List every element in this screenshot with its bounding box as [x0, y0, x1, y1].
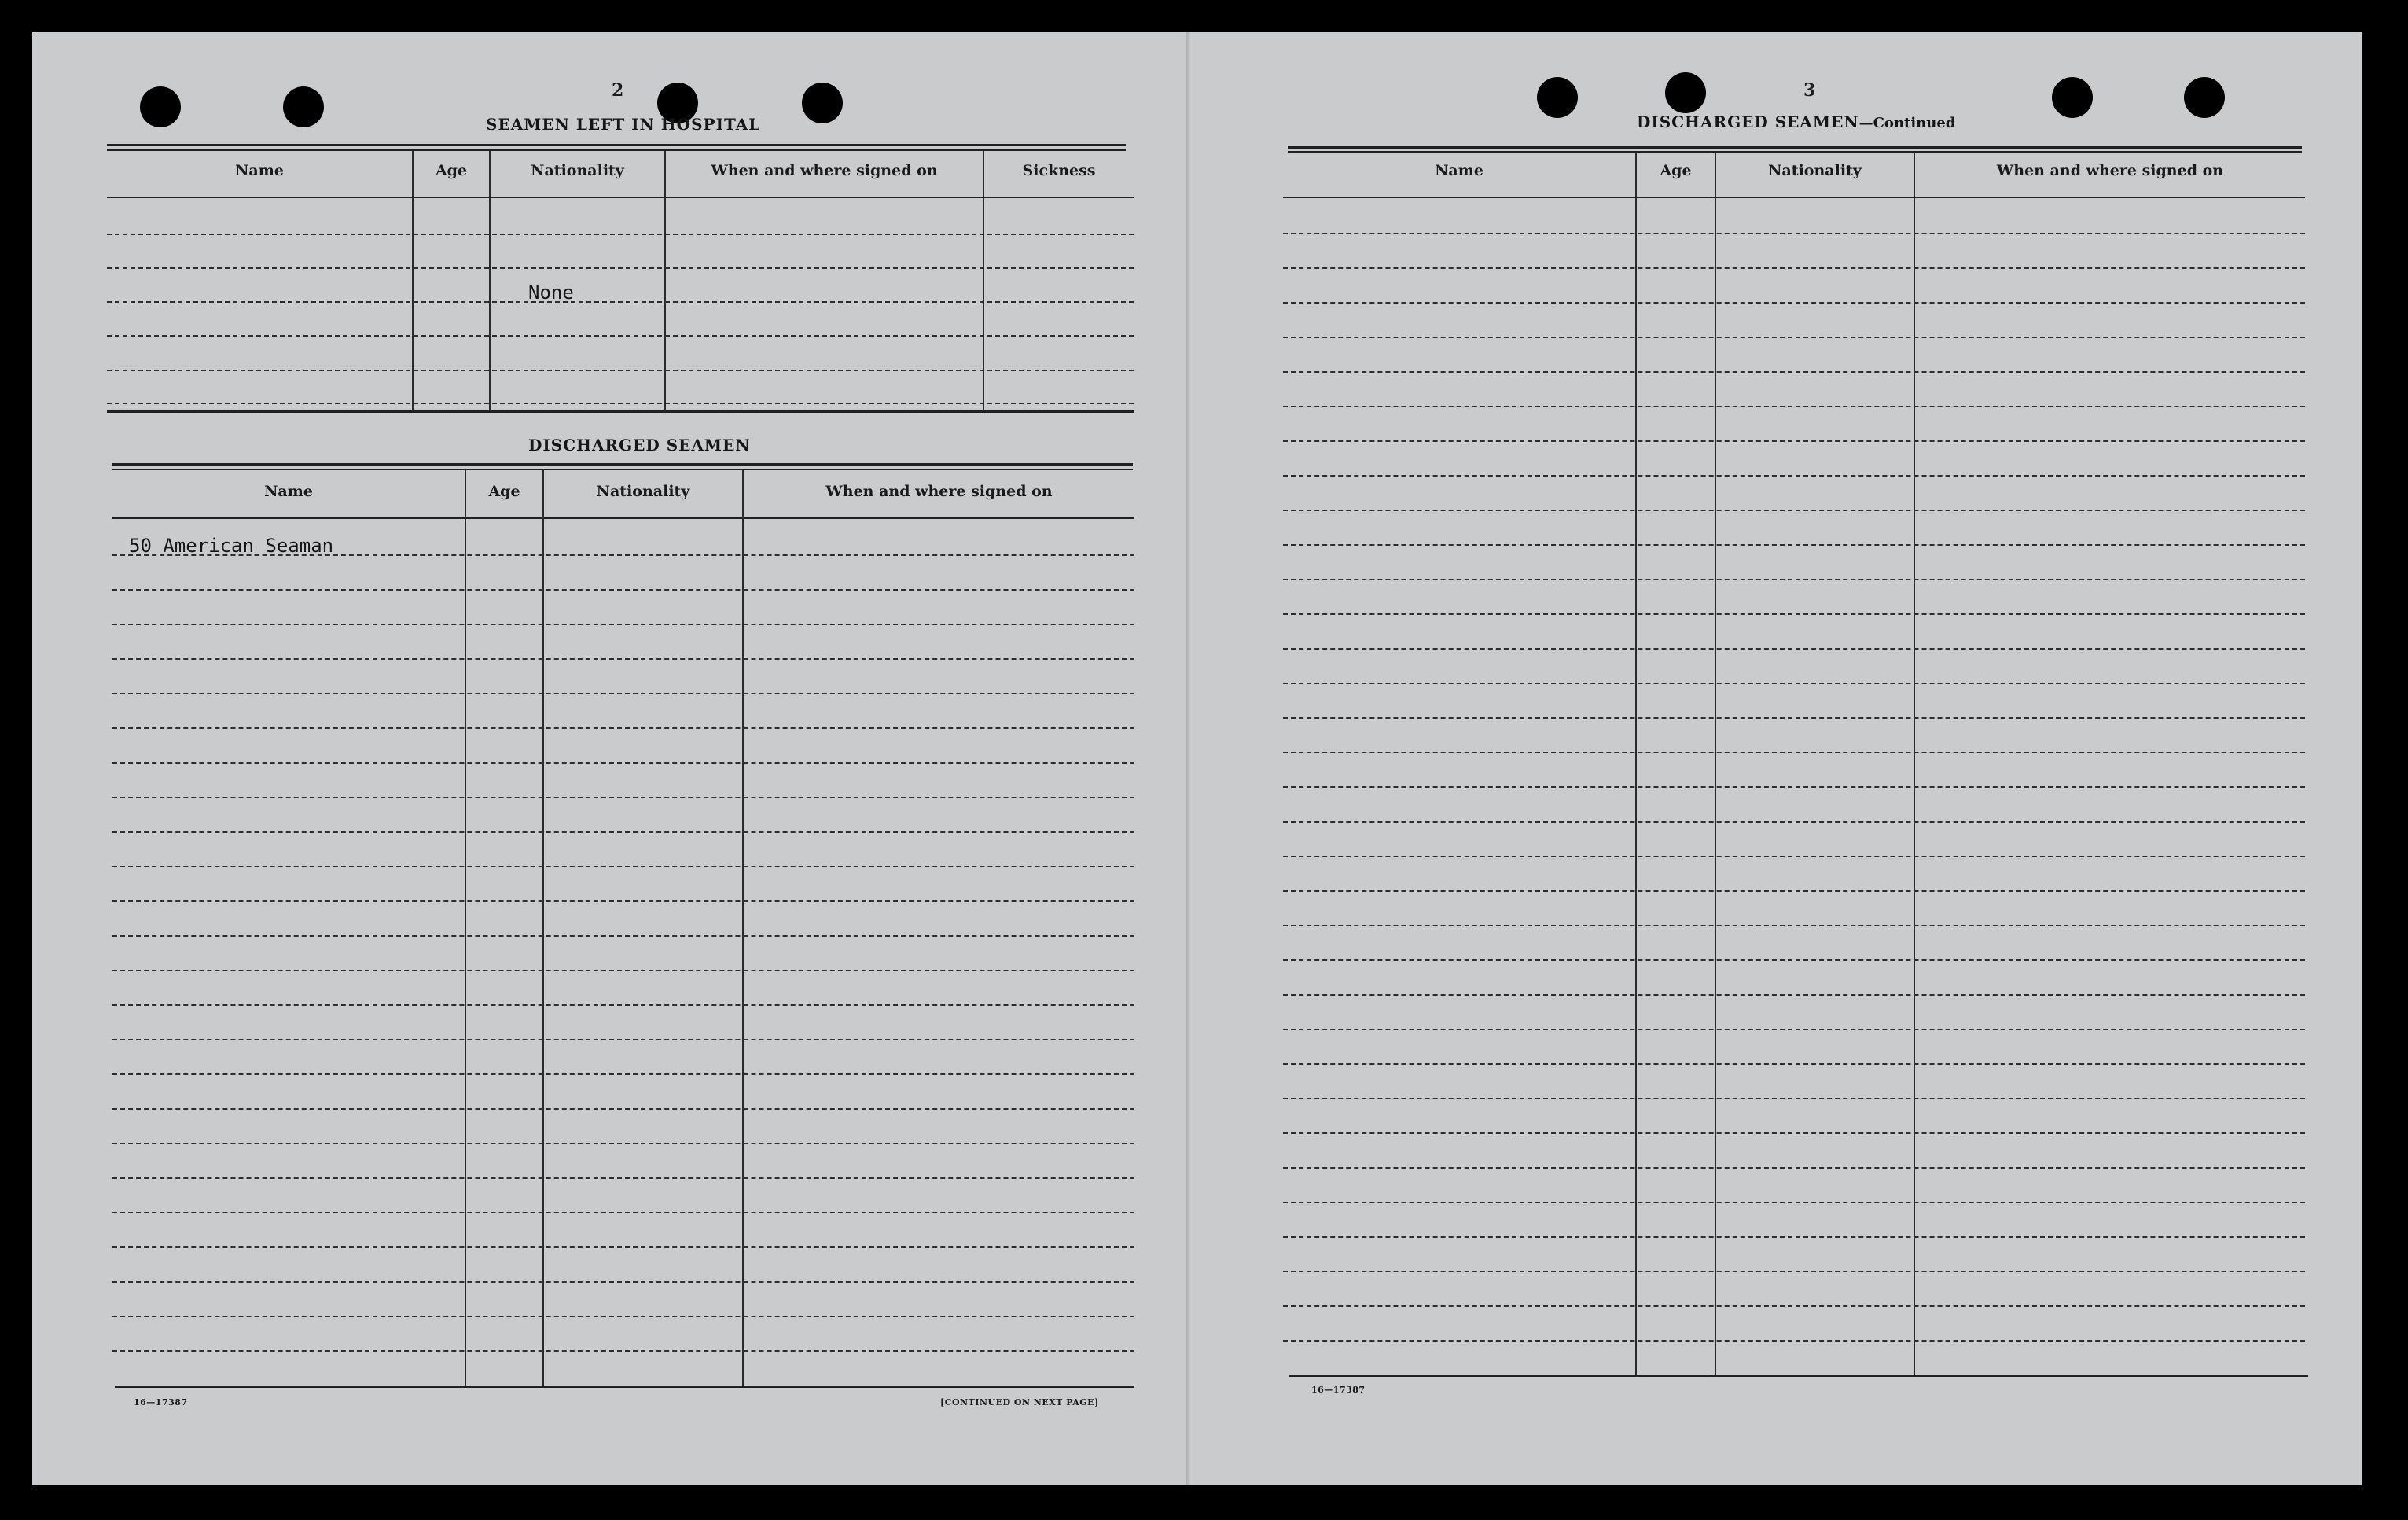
hospital-entry: None	[528, 282, 574, 304]
row-line	[1283, 440, 2305, 442]
column-header-age: Age	[488, 483, 520, 500]
row-line	[112, 693, 1134, 694]
row-line	[1283, 233, 2305, 234]
row-line	[112, 1246, 1134, 1248]
row-line	[1283, 579, 2305, 580]
row-line	[1283, 544, 2305, 546]
row-line	[112, 797, 1134, 798]
row-line	[112, 900, 1134, 902]
table-top-rule	[1288, 151, 2302, 153]
column-divider	[489, 151, 491, 410]
column-divider	[742, 470, 744, 1386]
row-line	[1283, 959, 2305, 961]
column-header-name: Name	[1435, 162, 1483, 179]
row-line	[112, 866, 1134, 867]
column-header-age: Age	[1660, 162, 1692, 179]
row-line	[112, 831, 1134, 833]
table-bottom-rule	[115, 1386, 1134, 1388]
discharged-continued-heading	[1637, 112, 1955, 131]
row-line	[112, 1073, 1134, 1075]
page-number: 3	[1803, 80, 1816, 101]
page-number: 2	[612, 80, 624, 101]
punch-hole	[140, 86, 181, 127]
row-line	[107, 267, 1134, 269]
row-line	[1283, 856, 2305, 857]
column-divider	[542, 470, 544, 1386]
column-header-signed-on: When and where signed on	[1996, 162, 2224, 179]
table-top-rule	[112, 469, 1133, 470]
row-line	[1283, 925, 2305, 926]
punch-hole	[1665, 72, 1706, 113]
row-line	[1283, 475, 2305, 477]
punch-hole	[1537, 77, 1578, 118]
row-line	[112, 1039, 1134, 1040]
punch-hole	[2052, 77, 2093, 118]
row-line	[112, 1143, 1134, 1144]
row-line	[1283, 786, 2305, 788]
column-header-nationality: Nationality	[531, 162, 624, 179]
header-rule	[1283, 197, 2305, 198]
column-header-signed-on: When and where signed on	[825, 483, 1053, 500]
row-line	[1283, 1029, 2305, 1030]
row-line	[1283, 1063, 2305, 1065]
table-bottom-rule	[1289, 1375, 2308, 1377]
row-line	[1283, 613, 2305, 615]
table-bottom-rule	[107, 410, 1134, 413]
row-line	[107, 370, 1134, 371]
column-header-age: Age	[435, 162, 468, 179]
row-line	[112, 1281, 1134, 1283]
row-line	[1283, 994, 2305, 996]
heading-text: DISCHARGED SEAMEN	[1637, 112, 1859, 131]
table-top-rule	[112, 463, 1133, 466]
column-divider	[983, 151, 984, 410]
row-line	[112, 970, 1134, 971]
row-line	[112, 1316, 1134, 1317]
table-top-rule	[107, 144, 1126, 146]
row-line	[1283, 1305, 2305, 1307]
row-line	[1283, 371, 2305, 373]
row-line	[1283, 717, 2305, 719]
document-sheet	[32, 32, 2362, 1485]
row-line	[1283, 510, 2305, 511]
column-divider	[465, 470, 466, 1386]
column-divider	[412, 151, 414, 410]
column-header-signed-on: When and where signed on	[711, 162, 938, 179]
row-line	[1283, 1236, 2305, 1238]
row-line	[1283, 821, 2305, 823]
page-fold	[1186, 32, 1192, 1485]
row-line	[1283, 302, 2305, 304]
row-line	[1283, 1271, 2305, 1272]
row-line	[112, 1004, 1134, 1006]
row-line	[107, 301, 1134, 303]
row-line	[1283, 406, 2305, 407]
row-line	[1283, 337, 2305, 338]
row-line	[107, 403, 1134, 404]
row-line	[1283, 1098, 2305, 1099]
column-divider	[664, 151, 666, 410]
row-line	[112, 624, 1134, 625]
continued-note: [CONTINUED ON NEXT PAGE]	[940, 1397, 1099, 1408]
column-header-sickness: Sickness	[1022, 162, 1096, 179]
row-line	[1283, 267, 2305, 269]
row-line	[107, 335, 1134, 337]
row-line	[112, 658, 1134, 660]
row-line	[1283, 1132, 2305, 1134]
row-line	[1283, 752, 2305, 753]
form-number: 16—17387	[134, 1397, 188, 1408]
table-top-rule	[1288, 146, 2302, 149]
row-line	[1283, 890, 2305, 892]
row-line	[112, 1212, 1134, 1213]
row-line	[112, 935, 1134, 937]
row-line	[1283, 648, 2305, 650]
discharged-heading: DISCHARGED SEAMEN	[528, 436, 751, 455]
punch-hole	[2184, 77, 2225, 118]
punch-hole	[802, 83, 843, 123]
form-number: 16—17387	[1311, 1385, 1366, 1395]
row-line	[112, 1350, 1134, 1352]
punch-hole	[283, 86, 324, 127]
table-top-rule	[107, 149, 1126, 151]
row-line	[112, 1108, 1134, 1110]
column-header-nationality: Nationality	[1768, 162, 1862, 179]
column-header-name: Name	[235, 162, 284, 179]
header-rule	[107, 197, 1134, 198]
row-line	[1283, 1340, 2305, 1342]
row-line	[112, 762, 1134, 764]
hospital-heading: SEAMEN LEFT IN HOSPITAL	[486, 115, 761, 134]
row-line	[1283, 1202, 2305, 1203]
row-line	[1283, 683, 2305, 684]
row-line	[107, 234, 1134, 235]
row-line	[112, 727, 1134, 729]
row-line	[1283, 1167, 2305, 1169]
discharged-entry: 50 American Seaman	[129, 535, 334, 557]
row-line	[112, 589, 1134, 591]
header-rule	[112, 517, 1134, 519]
heading-suffix: —Continued	[1858, 115, 1956, 131]
row-line	[112, 1177, 1134, 1179]
column-header-nationality: Nationality	[596, 483, 690, 500]
column-header-name: Name	[264, 483, 313, 500]
